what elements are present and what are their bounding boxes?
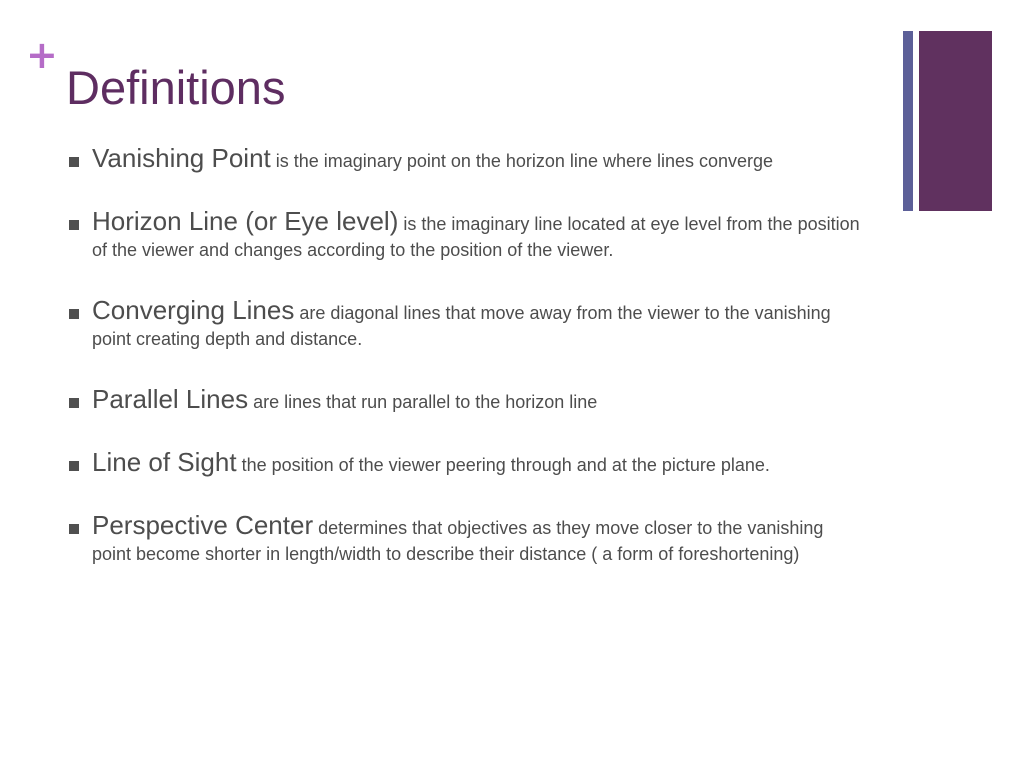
accent-bar-thin: [903, 31, 913, 211]
definition-item: [66, 297, 866, 352]
definition-term: Horizon Line (or Eye level): [92, 206, 399, 236]
definition-text: are diagonal lines that move away from the viewer to the vanishing point creating depth and distance.: [92, 303, 831, 349]
definition-text: are lines that run parallel to the horizon line: [253, 392, 598, 412]
square-bullet-icon: [69, 398, 79, 408]
plus-icon: +: [26, 33, 58, 77]
definition-item: [66, 512, 866, 567]
definition-term: Perspective Center: [92, 510, 314, 540]
square-bullet-icon: [69, 461, 79, 471]
definitions-list: [66, 145, 866, 601]
definition-item: [66, 208, 866, 263]
square-bullet-icon: [69, 524, 79, 534]
definition-term: Vanishing Point: [92, 143, 271, 173]
definition-item: [66, 145, 866, 174]
definition-term: Converging Lines: [92, 295, 295, 325]
square-bullet-icon: [69, 157, 79, 167]
definition-text: is the imaginary line located at eye level from the position of the viewer and changes according to the position of the viewer.: [92, 214, 860, 260]
definition-text: is the imaginary point on the horizon line where lines converge: [275, 151, 774, 171]
definition-text: the position of the viewer peering through and at the picture plane.: [241, 455, 770, 475]
definition-item: [66, 449, 866, 478]
square-bullet-icon: [69, 220, 79, 230]
slide-title: Definitions: [66, 61, 286, 114]
definition-item: [66, 386, 866, 415]
definition-term: Line of Sight: [92, 447, 237, 477]
square-bullet-icon: [69, 309, 79, 319]
definition-term: Parallel Lines: [92, 384, 249, 414]
definition-text: determines that objectives as they move closer to the vanishing point become shorter in length/width to describe their distance ( a form of foreshortening): [92, 518, 824, 564]
accent-bar-thick: [919, 31, 992, 211]
